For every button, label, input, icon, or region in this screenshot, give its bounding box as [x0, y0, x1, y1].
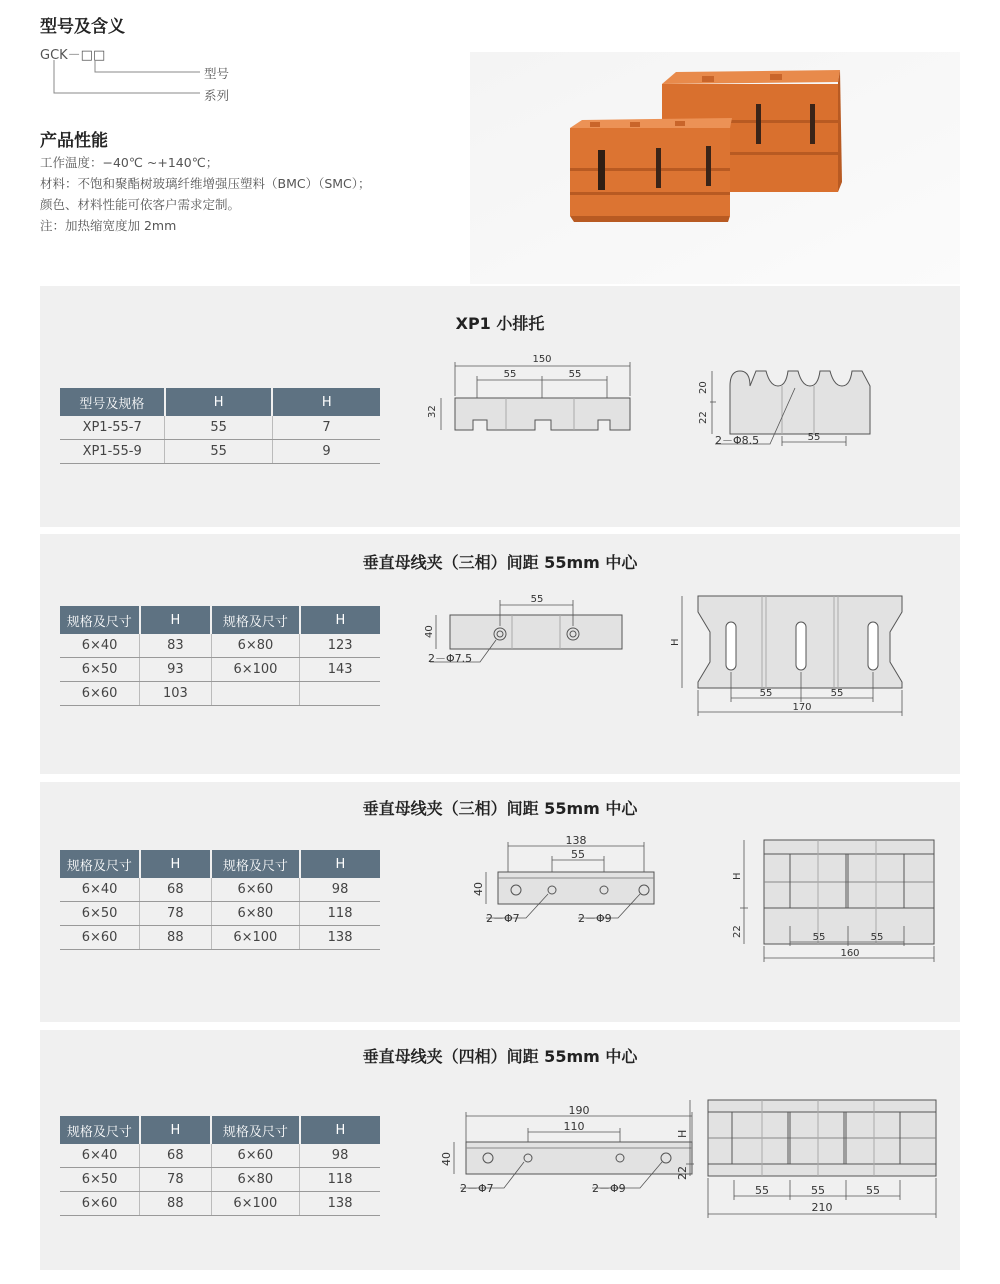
cell: 6×80 — [211, 634, 300, 658]
dim-label: 2－Φ9 — [592, 1182, 626, 1195]
dim-label: 190 — [568, 1104, 590, 1117]
dim-label: 2－Φ7.5 — [428, 652, 473, 665]
spec-table — [60, 850, 380, 950]
section-title: 垂直母线夹（三相）间距 55mm 中心 — [362, 799, 638, 818]
col-header: H — [165, 388, 273, 416]
dim-label: 55 — [503, 369, 517, 380]
cell: 68 — [140, 1144, 211, 1168]
dim-label: 150 — [532, 354, 552, 365]
label-series: 系列 — [204, 88, 230, 103]
cell: XP1-55-9 — [60, 440, 165, 464]
model-code: GCK－□□ — [40, 48, 106, 63]
dim-label: 110 — [563, 1120, 585, 1133]
cell: 6×60 — [60, 682, 140, 706]
dim-label: 160 — [840, 948, 860, 959]
cell: 6×50 — [60, 1168, 140, 1192]
clamp3a-front-drawing — [420, 592, 640, 677]
cell: 78 — [140, 902, 211, 926]
dim-label: 55 — [870, 932, 884, 943]
table-row — [60, 926, 380, 950]
cell: 143 — [300, 658, 380, 682]
dim-label: 2－Φ7 — [460, 1182, 494, 1195]
col-header: H — [300, 606, 380, 634]
clamp3a-side-drawing — [670, 592, 920, 722]
col-header: H — [300, 850, 380, 878]
table-row — [60, 634, 380, 658]
cell: 6×80 — [211, 1168, 300, 1192]
dim-label: H — [670, 638, 681, 646]
clamp3b-side-drawing — [690, 834, 950, 969]
dim-label: 55 — [811, 1184, 825, 1197]
cell — [300, 682, 380, 706]
dim-label: H — [732, 872, 743, 880]
dim-label: 170 — [792, 702, 812, 713]
col-header: 型号及规格 — [60, 388, 165, 416]
dim-label: 22 — [676, 1166, 689, 1180]
section-three-phase-1 — [40, 534, 960, 774]
cell: 88 — [140, 926, 211, 950]
cell: 118 — [300, 902, 380, 926]
table-row — [60, 682, 380, 706]
section-four-phase — [40, 1030, 960, 1270]
dim-label: 2－Φ8.5 — [715, 434, 760, 447]
perf-line-2: 材料：不饱和聚酯树玻璃纤维增强压塑料（BMC）（SMC）； — [40, 176, 371, 191]
section-title: 垂直母线夹（三相）间距 55mm 中心 — [362, 553, 638, 572]
table-row — [60, 658, 380, 682]
cell: 6×80 — [211, 902, 300, 926]
perf-line-4: 注：加热缩宽度加 2mm — [40, 218, 177, 233]
section-title: 垂直母线夹（四相）间距 55mm 中心 — [362, 1047, 638, 1066]
cell: 6×100 — [211, 926, 300, 950]
col-header: 规格及尺寸 — [60, 1116, 140, 1144]
cell: 98 — [300, 878, 380, 902]
dim-label: 40 — [440, 1152, 453, 1166]
dim-label: 55 — [759, 688, 773, 699]
cell: XP1-55-7 — [60, 416, 165, 440]
product-photo — [470, 52, 960, 284]
clamp4-side-drawing — [670, 1094, 960, 1224]
label-model: 型号 — [204, 66, 230, 81]
cell: 55 — [165, 416, 273, 440]
col-header: H — [140, 1116, 211, 1144]
dim-label: 20 — [698, 381, 709, 394]
dim-label: 55 — [530, 594, 544, 605]
cell: 6×40 — [60, 878, 140, 902]
perf-line-1: 工作温度：−40℃ ~+140℃； — [40, 155, 219, 170]
col-header: H — [272, 388, 380, 416]
model-title: 型号及含义 — [40, 17, 125, 37]
table-row — [60, 1144, 380, 1168]
cell: 6×100 — [211, 658, 300, 682]
dim-label: 210 — [811, 1201, 833, 1214]
col-header: 规格及尺寸 — [211, 606, 300, 634]
section-title: XP1 小排托 — [455, 314, 545, 333]
dim-label: 40 — [472, 882, 485, 896]
dim-label: 40 — [424, 625, 435, 638]
cell: 103 — [140, 682, 212, 706]
col-header: 规格及尺寸 — [60, 606, 140, 634]
dim-label: 55 — [755, 1184, 769, 1197]
cell: 78 — [140, 1168, 211, 1192]
cell: 68 — [140, 878, 211, 902]
dim-label: 22 — [698, 411, 709, 424]
dim-label: 2－Φ9 — [578, 912, 612, 925]
cell: 6×60 — [211, 1144, 300, 1168]
table-row — [60, 878, 380, 902]
cell: 6×40 — [60, 634, 140, 658]
cell: 138 — [300, 926, 380, 950]
clamp3b-front-drawing — [430, 832, 670, 932]
dim-label: 2－Φ7 — [486, 912, 520, 925]
cell: 6×40 — [60, 1144, 140, 1168]
cell: 6×60 — [60, 926, 140, 950]
clamp4-front-drawing — [410, 1098, 700, 1198]
cell: 6×60 — [211, 878, 300, 902]
dim-label: 55 — [866, 1184, 880, 1197]
perf-title: 产品性能 — [40, 131, 108, 151]
table-row — [60, 1168, 380, 1192]
cell: 7 — [272, 416, 380, 440]
dim-label: 55 — [812, 932, 826, 943]
col-header: 规格及尺寸 — [211, 850, 300, 878]
dim-label: 55 — [568, 369, 582, 380]
table-row — [60, 440, 380, 464]
cell: 6×60 — [60, 1192, 140, 1216]
cell: 118 — [300, 1168, 380, 1192]
cell: 6×100 — [211, 1192, 300, 1216]
cell: 93 — [140, 658, 212, 682]
spec-table — [60, 388, 380, 464]
section-three-phase-2 — [40, 782, 960, 1022]
dim-label: 32 — [427, 405, 438, 418]
spec-table — [60, 1116, 380, 1216]
col-header: 规格及尺寸 — [60, 850, 140, 878]
table-row — [60, 416, 380, 440]
cell: 6×50 — [60, 902, 140, 926]
col-header: H — [300, 1116, 380, 1144]
cell: 83 — [140, 634, 212, 658]
table-row — [60, 902, 380, 926]
xp1-front-drawing — [415, 348, 645, 443]
col-header: 规格及尺寸 — [211, 1116, 300, 1144]
dim-label: 55 — [807, 432, 821, 443]
col-header: H — [140, 850, 211, 878]
table-row — [60, 1192, 380, 1216]
cell: 138 — [300, 1192, 380, 1216]
cell — [211, 682, 300, 706]
dim-label: 55 — [571, 848, 585, 861]
spec-table — [60, 606, 380, 706]
dim-label: 22 — [732, 925, 743, 938]
section-xp1 — [40, 286, 960, 527]
perf-line-3: 颜色、材料性能可依客户需求定制。 — [40, 197, 241, 212]
cell: 123 — [300, 634, 380, 658]
cell: 98 — [300, 1144, 380, 1168]
cell: 9 — [272, 440, 380, 464]
col-header: H — [140, 606, 212, 634]
cell: 55 — [165, 440, 273, 464]
dim-label: H — [676, 1129, 689, 1138]
cell: 6×50 — [60, 658, 140, 682]
xp1-side-drawing — [670, 356, 910, 456]
dim-label: 55 — [830, 688, 844, 699]
dim-label: 138 — [565, 834, 587, 847]
cell: 88 — [140, 1192, 211, 1216]
